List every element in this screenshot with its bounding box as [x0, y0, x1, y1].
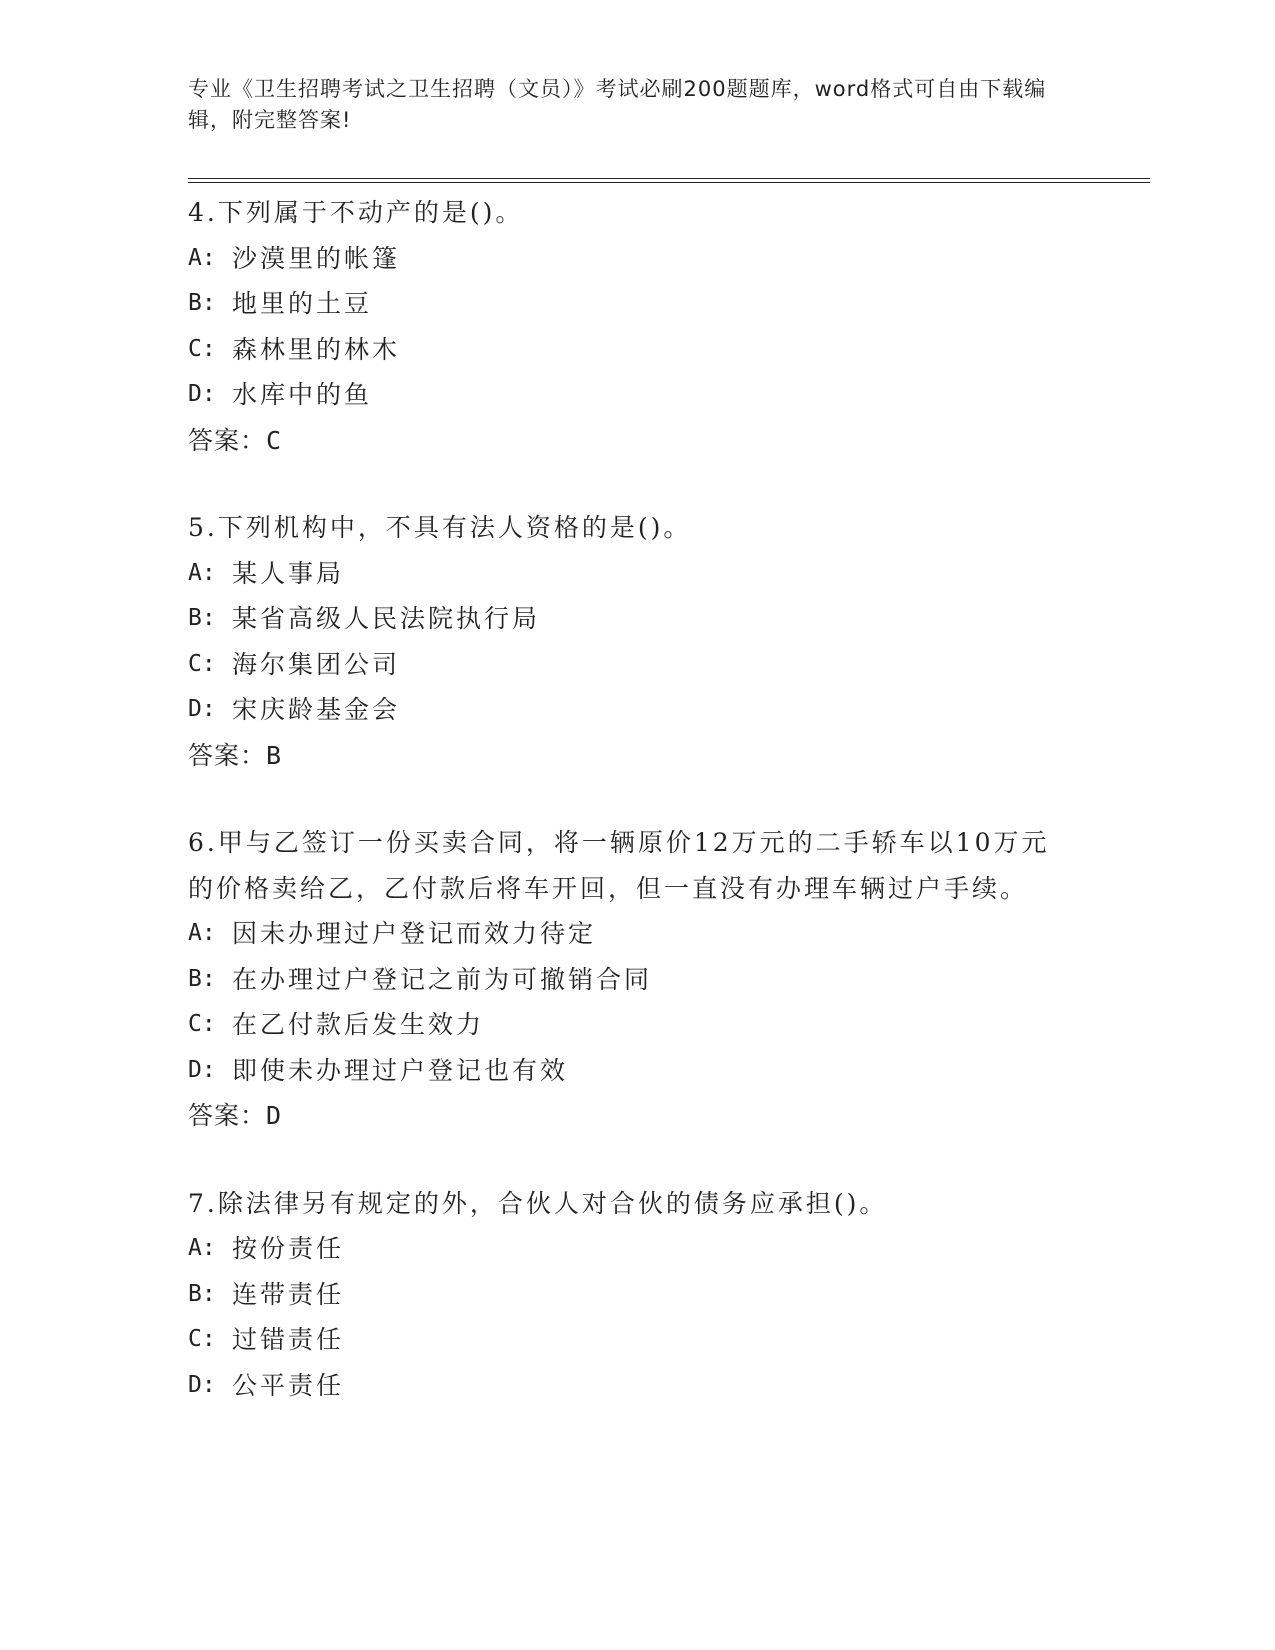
- option-text: 即使未办理过户登记也有效: [232, 1055, 569, 1085]
- option-d: [188, 687, 1088, 733]
- header-divider: [188, 178, 1150, 183]
- option-text: 因未办理过户登记而效力待定: [232, 919, 597, 948]
- option-text: 按份责任: [232, 1234, 345, 1263]
- option-key: A:: [188, 1235, 216, 1261]
- option-key: A:: [188, 559, 216, 586]
- answer-value: C: [266, 425, 283, 455]
- option-key: D:: [188, 1371, 216, 1398]
- option-key: D:: [188, 1056, 216, 1083]
- answer-label: 答案：: [188, 1101, 267, 1130]
- option-c: [188, 1317, 1088, 1363]
- option-text: 过错责任: [232, 1325, 345, 1354]
- option-c: [188, 327, 1088, 373]
- option-a: [188, 1226, 1088, 1272]
- option-b: [188, 281, 1088, 327]
- option-key: B:: [188, 290, 216, 316]
- option-text: 沙漠里的帐篷: [232, 243, 401, 273]
- option-a: [188, 911, 1088, 957]
- option-text: 宋庆龄基金会: [232, 695, 401, 724]
- document-header: 专业《卫生招聘考试之卫生招聘（文员）》考试必刷200题题库，word格式可自由下载编辑，附完整答案!: [188, 77, 1047, 132]
- option-c: [188, 642, 1088, 688]
- option-text: 公平责任: [232, 1370, 345, 1400]
- question-5: [188, 505, 1088, 778]
- option-text: 连带责任: [232, 1279, 345, 1309]
- option-text: 某省高级人民法院执行局: [232, 604, 541, 633]
- answer-value: B: [266, 740, 283, 770]
- option-a: [188, 551, 1088, 597]
- option-text: 海尔集团公司: [232, 649, 401, 679]
- answer-value: D: [266, 1101, 283, 1130]
- option-d: [188, 372, 1088, 418]
- option-text: 某人事局: [232, 558, 345, 588]
- option-key: B:: [188, 605, 216, 631]
- question-stem: 6.甲与乙签订一份买卖合同，将一辆原价12万元的二手轿车以10万元的价格卖给乙，乙付款后将车开回，但一直没有办理车辆过户手续。: [188, 828, 1050, 903]
- answer-line: [188, 1093, 1088, 1139]
- option-text: 在乙付款后发生效力: [232, 1010, 485, 1039]
- question-stem: 5.下列机构中，不具有法人资格的是()。: [188, 513, 692, 542]
- option-key: C:: [188, 1011, 216, 1037]
- question-list: [188, 190, 1088, 1450]
- option-key: C:: [188, 1326, 216, 1352]
- question-stem: 7.除法律另有规定的外，合伙人对合伙的债务应承担()。: [188, 1188, 888, 1218]
- option-b: [188, 1272, 1088, 1318]
- option-b: [188, 957, 1088, 1003]
- option-d: [188, 1048, 1088, 1094]
- option-key: C:: [188, 650, 216, 677]
- answer-label: 答案：: [188, 425, 267, 455]
- option-text: 地里的土豆: [232, 289, 373, 318]
- answer-line: [188, 418, 1088, 464]
- option-d: [188, 1363, 1088, 1409]
- option-key: C:: [188, 335, 216, 362]
- answer-label: 答案：: [188, 740, 267, 770]
- option-text: 水库中的鱼: [232, 380, 373, 409]
- option-text: 森林里的林木: [232, 334, 401, 364]
- question-7: [188, 1181, 1088, 1409]
- option-text: 在办理过户登记之前为可撤销合同: [232, 964, 653, 994]
- option-key: D:: [188, 381, 216, 407]
- answer-line: [188, 733, 1088, 779]
- option-key: A:: [188, 244, 216, 271]
- option-key: B:: [188, 1280, 216, 1307]
- option-c: [188, 1002, 1088, 1048]
- question-4: [188, 190, 1088, 463]
- option-key: D:: [188, 696, 216, 722]
- question-6: [188, 820, 1088, 1139]
- question-stem: 4.下列属于不动产的是()。: [188, 198, 524, 227]
- option-key: A:: [188, 920, 216, 946]
- option-a: [188, 236, 1088, 282]
- option-key: B:: [188, 965, 216, 992]
- option-b: [188, 596, 1088, 642]
